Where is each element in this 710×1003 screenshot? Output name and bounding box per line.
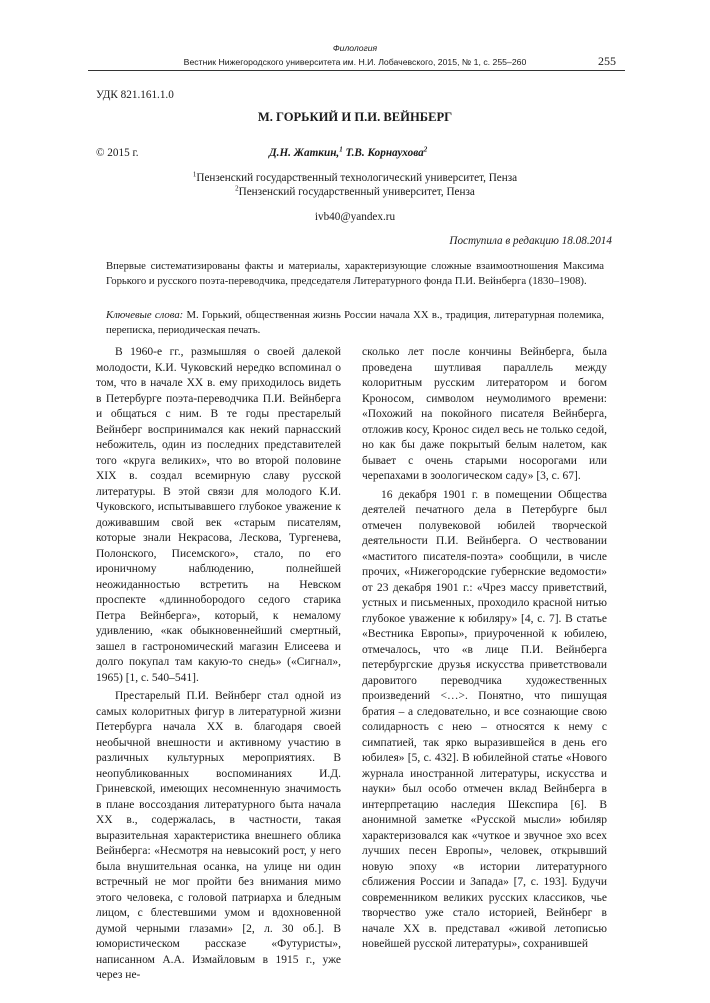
body-column-left (96, 345, 341, 987)
body-paragraph: 16 декабря 1901 г. в помещении Общества деятелей печатного дела в Петербурге был отмечен полувековой юбилей творческой деятельности П.И. Вейнберга. О чествовании «маститого писателя-поэта» сообщили, в числе прочих, «Нижегородские губернские ведомости» от 23 декабря 1901 г.: «Чрез массу приветствий, устных и письменных, проходило красной нитью глубокое уважение к юбиляру» [4, с. 7]. В статье «Вестника Европы», приуроченной к юбилею, отмечалось, что «в лице П.И. Вейнберга петербургские друзья искусства приветствовали даровитого переводчика художественных произведений <…>. Понятно, что пишущая братия – а следовательно, и все сознающие свою солидарность с нею – относятся к нему с симпатией, так ярко выразившейся в день его юбилея» [5, с. 432]. В юбилейной статье «Нового журнала иностранной литературы, искусства и науки» был особо отмечен вклад Вейнберга в интерпретацию наследия Шекспира [6]. В анонимной заметке «Русской мысли» юбиляр характеризовался как «чуткое и звучное эхо всех лучших песен Европы», человек, открывший новую эпоху «в истории литературного сближения России и Запада» [7, с. 193]. Будучи современником великих русских классиков, чье творчество уже стало историей, Вейнберг в начале XX в. представал «живой летописью новейшей русской литературы», сохранившей (362, 488, 607, 950)
body-paragraph: В 1960-е гг., размышляя о своей далекой молодости, К.И. Чуковский нередко вспоминал о том, что в начале XX в. ему приходилось видеть в Петербурге поэта-переводчика П.И. Вейнберга и общаться с ним. В те годы престарелый Вейнберг воспринимался как некий парнасский небожитель, один из последних представителей того «круга великих», что во второй половине XIX в. создал всемирную славу русской литературы. В этой связи для молодого К.И. Чуковского, испытывавшего глубокое уважение к доживавшим свой век «старым писателям, которые знали Некрасова, Лескова, Тургенева, Полонского, Писемского», стало, по его ироничному наблюдению, полнейшей неожиданностью встретить на Невском проспекте «длиннобородого седого старика Петра Вейнберга», который, к немалому удивлению, «как обыкновеннейший смертный, зашел в гастрономический магазин Елисеева и долго покупал там какую-то снедь» («Сигнал», 1965) [1, с. 540–541]. (96, 346, 341, 684)
body-column-right (362, 345, 607, 956)
affiliation-1 (0, 171, 710, 186)
body-paragraph: Престарелый П.И. Вейнберг стал одной из самых колоритных фигур в литературной жизни Петербурга начала XX в. благодаря своей необычной внешности и активному участию в различных культурных мероприятиях. В неопубликованных воспоминаниях И.Д. Гриневской, имеющих несомненную значимость в плане воссоздания литературного быта начала XX в., содержалась, в частности, такая выразительная характеристика внешнего облика Вейнберга: «Несмотря на невысокий рост, у него была внушительная осанка, на улице ни один встречный не мог пройти без внимания мимо этого человека, с головой патриарха и бледным лицом, с блестевшими умом и вдохновенной думой черными глазами» [2, л. 30 об.]. В юмористическом рассказе «Футуристы», написанном А.А. Измайловым в 1915 г., уже через не- (96, 690, 341, 981)
author-2: Т.В. Корнаухова (342, 147, 424, 159)
page-number: 255 (598, 54, 616, 68)
author-1: Д.Н. Жаткин, (269, 147, 340, 159)
running-header-section: Филология (332, 43, 378, 53)
copyright-year: © 2015 г. (96, 147, 139, 159)
affiliation-1-mark: 1 (192, 170, 197, 179)
abstract: Впервые систематизированы факты и материалы, характеризующие сложные взаимоотношения Максима Горького и русского поэта-переводчика, председателя Литературного фонда П.И. Вейнберга (1830–1908). (106, 260, 604, 287)
keywords (106, 308, 604, 338)
running-header-journal: Вестник Нижегородского университета им. Н.И. Лобачевского, 2015, № 1, с. 255–260 (183, 57, 527, 67)
author-line (269, 146, 427, 161)
received-date: Поступила в редакцию 18.08.2014 (449, 235, 612, 247)
affiliation-2-text: Пензенский государственный университет, Пенза (238, 186, 475, 198)
contact-email: ivb40@yandex.ru (314, 211, 396, 223)
affiliation-2-mark: 2 (235, 184, 239, 193)
keywords-list: М. Горький, общественная жизнь России начала XX в., традиция, литературная полемика, переписка, периодическая печать. (106, 309, 604, 336)
header-divider (88, 70, 625, 71)
affiliation-1-text: Пензенский государственный технологический университет, Пенза (196, 172, 518, 184)
affiliation-2 (0, 185, 710, 200)
udk-code: УДК 821.161.1.0 (96, 89, 174, 101)
body-paragraph: сколько лет после кончины Вейнберга, была проведена шутливая параллель между колоритным русским литератором и богом Кроносом, символом неумолимого времени: «Похожий на покойного писателя Вейнберга, отложив косу, Кронос сидел весь не только седой, но как бы даже покрытый белым налетом, как бывает с очень старыми носорогами или черепахами в зоологическом саду» [3, с. 67]. (362, 346, 607, 482)
author-1-affiliation-mark: 1 (339, 145, 343, 154)
keywords-label: Ключевые слова: (106, 309, 184, 321)
article-title: М. ГОРЬКИЙ И П.И. ВЕЙНБЕРГ (257, 110, 453, 124)
author-2-affiliation-mark: 2 (423, 145, 428, 154)
